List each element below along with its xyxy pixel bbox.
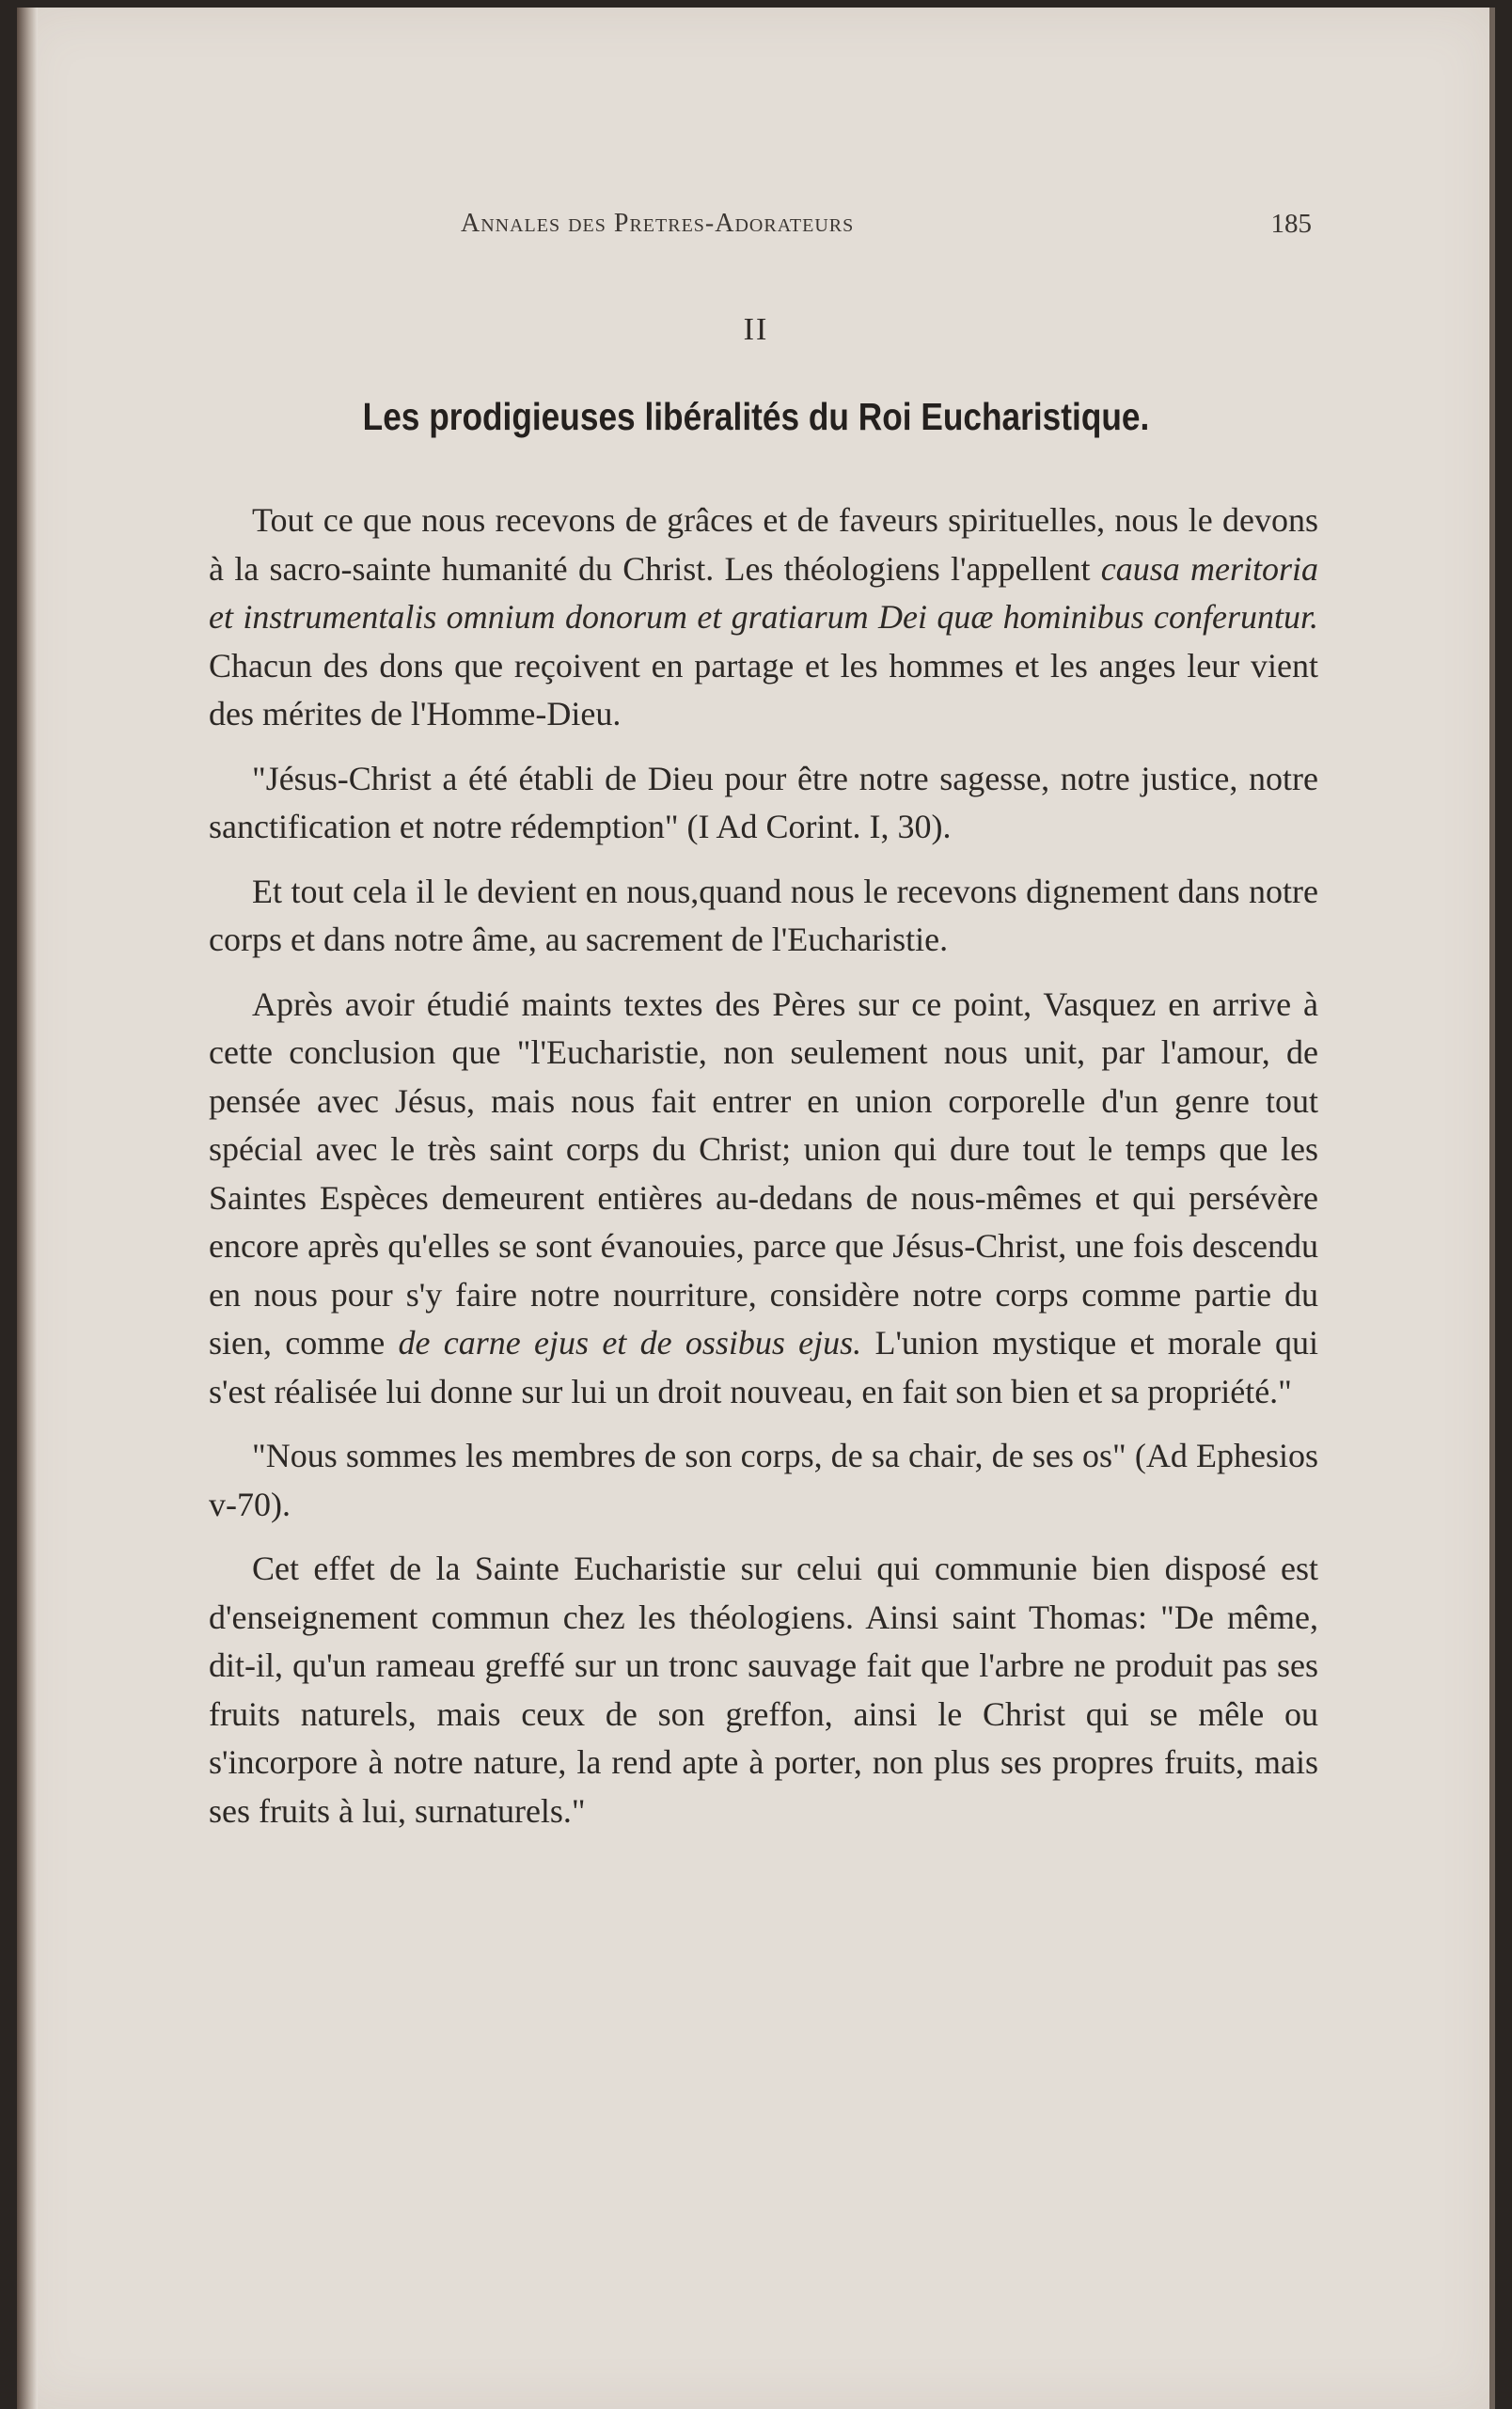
paragraph-1 — [209, 496, 1318, 739]
paragraph-1-text-c: Chacun des dons que reçoivent en partage et les hommes et les anges leur vient des mérites de l'Homme-Dieu. — [209, 646, 1318, 732]
page-spine — [17, 8, 38, 2409]
paragraph-1-text-a: Tout ce que nous recevons de grâces et de faveurs spirituelles, nous le devons à la sacro-sainte humanité du Christ. Les théologiens l'appellent — [209, 501, 1318, 588]
paragraph-4-text-c: L'union mystique et morale qui s'est réalisée lui donne sur lui un droit nouveau, en fait son bien et sa propriété." — [209, 1324, 1319, 1410]
running-header — [207, 209, 1312, 246]
running-title: Annales des Pretres-Adorateurs — [461, 209, 855, 238]
paragraph-1-latin: causa meritoria et instrumentalis omnium donorum et gratiarum Dei quæ hominibus conferuntur. — [209, 549, 1319, 636]
paragraph-3: Et tout cela il le devient en nous,quand nous le recevons dignement dans notre corps et dans notre âme, au sacrement de l'Eucharistie. — [209, 872, 1318, 958]
paragraph-4-text-a: Après avoir étudié maints textes des Pères sur ce point, Vasquez en arrive à cette conclusion que "l'Eucharistie, non seulement nous unit, par l'amour, de pensée avec Jésus, mais nous fait entrer en union corporelle d'un genre tout spécial avec le très saint corps du Christ; union qui dure tout le temps que les Saintes Espèces demeurent entières au-dedans de nous-mêmes et qui persévère encore après qu'elles se sont évanouies, parce que Jésus-Christ, une fois descendu en nous pour s'y faire notre nourriture, considère notre corps comme partie du sien, comme — [209, 984, 1318, 1362]
paragraph-5: "Nous sommes les membres de son corps, de sa chair, de ses os" (Ad Ephesios v-70). — [209, 1437, 1318, 1523]
paragraph-4 — [209, 981, 1318, 1417]
page-edge — [1489, 8, 1495, 2409]
section-heading: Les prodigieuses libéralités du Roi Eucharistique. — [362, 395, 1150, 438]
paragraph-2: "Jésus-Christ a été établi de Dieu pour être notre sagesse, notre justice, notre sanctification et notre rédemption" (I Ad Corint. I, 30). — [209, 759, 1318, 845]
paragraph-4-latin: de carne ejus et de ossibus ejus. — [398, 1324, 862, 1362]
page-number: 185 — [1270, 209, 1312, 239]
paragraph-6: Cet effet de la Sainte Eucharistie sur celui qui communie bien disposé est d'enseignement commun chez les théologiens. Ainsi saint Thomas: "De même, dit-il, qu'un rameau greffé sur un tronc sauvage fait que l'arbre ne produit pas ses fruits naturels, mais ceux de son greffon, ainsi le Christ qui se mêle ou s'incorpore à notre nature, la rend apte à porter, non plus ses propres fruits, mais ses fruits à lui, surnaturels." — [209, 1550, 1318, 1830]
section-numeral: II — [743, 312, 769, 347]
body-text — [209, 496, 1318, 1851]
